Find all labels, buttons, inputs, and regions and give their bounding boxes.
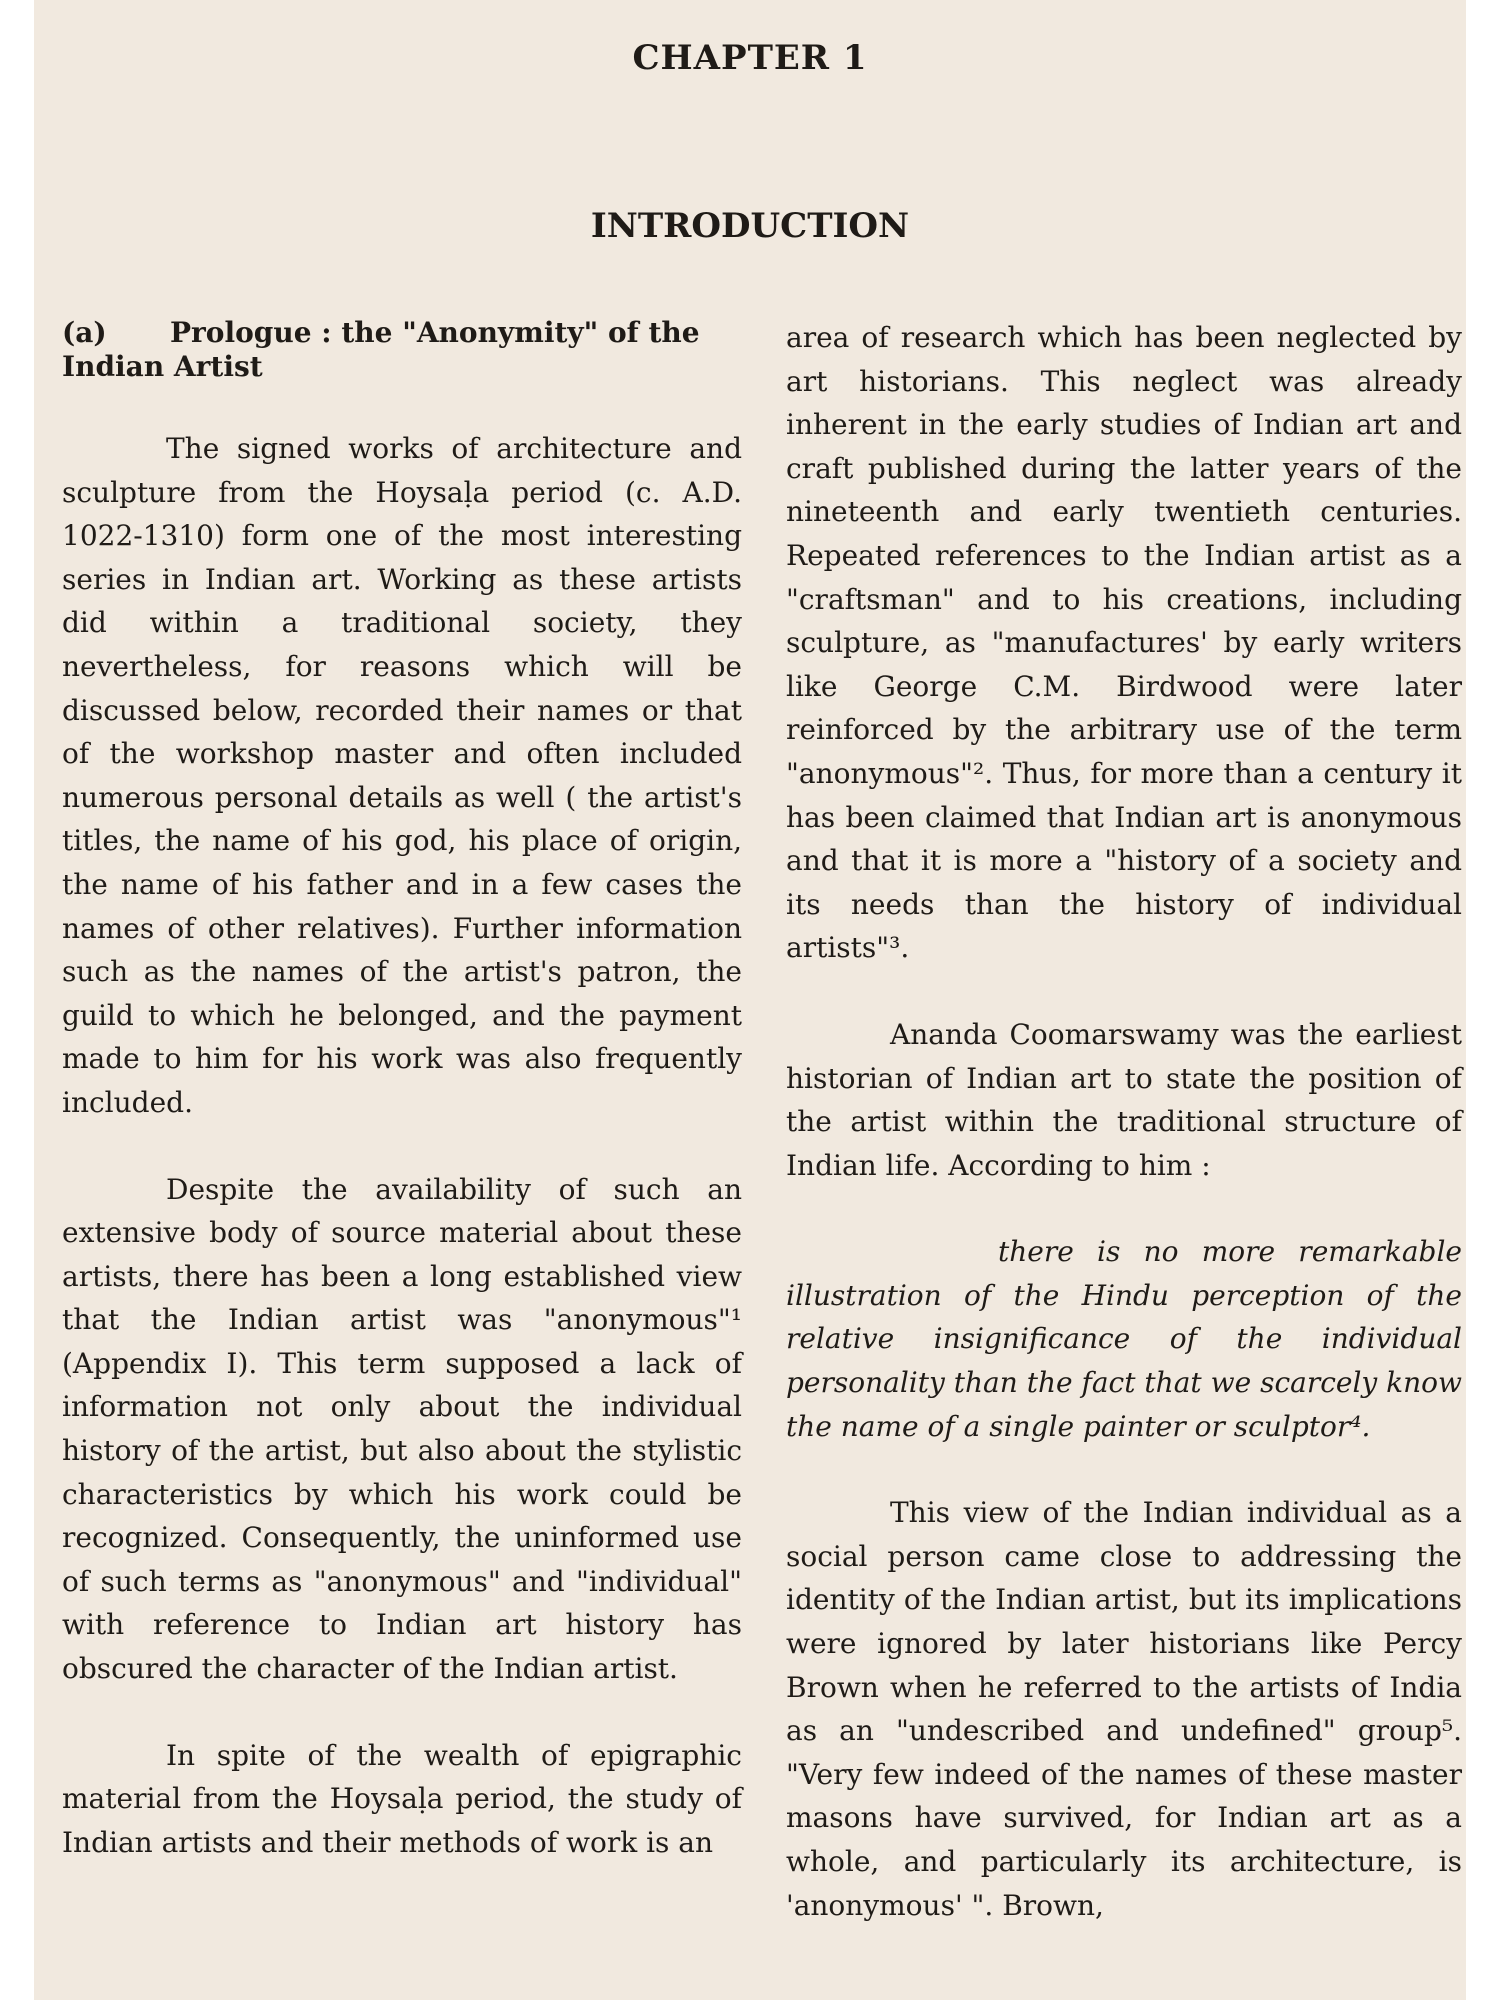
chapter-heading: CHAPTER 1 [632,38,868,78]
subsection-heading [62,316,742,384]
block-quote: there is no more remarkable illustration of the Hindu perception of the relative insignificance of the individual personality than the fact that we scarcely know the name of a single painter or sculptor⁴. [786,1235,1462,1443]
left-column [62,316,742,1907]
document-page [34,0,1466,2000]
paragraph: In spite of the wealth of epigraphic material from the Hoysaḷa period, the study of Indian artists and their methods of work is an [62,1738,742,1859]
paragraph: area of research which has been neglected by art historians. This neglect was already inherent in the early studies of Indian art and craft published during the latter years of the nineteenth and early twentieth centuries. Repeated references to the Indian artist as a "craftsman" and to his creations, including sculpture, as "manufactures' by early writers like George C.M. Birdwood were later reinforced by the arbitrary use of the term "anonymous"². Thus, for more than a century it has been claimed that Indian art is anonymous and that it is more a "history of a society and its needs than the history of individual artists"³. [786,321,1462,965]
right-column [786,316,1462,1970]
subsection-title: Prologue : the "Anonymity" of the Indian Artist [62,316,700,383]
subsection-number: (a) [62,316,107,349]
paragraph: This view of the Indian individual as a social person came close to addressing the identity of the Indian artist, but its implications were ignored by later historians like Percy Brown when he referred to the artists of India as an "undescribed and undefined" group⁵. "Very few indeed of the names of these master masons have survived, for Indian art as a whole, and particularly its architecture, is 'anonymous' ". Brown, [786,1496,1462,1922]
section-title: INTRODUCTION [590,206,910,246]
paragraph: Ananda Coomarswamy was the earliest historian of Indian art to state the position of the artist within the traditional structure of Indian life. According to him : [786,1017,1462,1182]
paragraph: Despite the availability of such an extensive body of source material about these artists, there has been a long established view that the Indian artist was "anonymous"¹ (Appendix I). This term supposed a lack of information not only about the individual history of the artist, but also about the stylistic characteristics by which his work could be recognized. Consequently, the uninformed use of such terms as "anonymous" and "individual" with reference to Indian art history has obscured the character of the Indian artist. [62,1172,742,1686]
paragraph: The signed works of architecture and sculpture from the Hoysaḷa period (c. A.D. 1022-1310) form one of the most interesting series in Indian art. Working as these artists did within a traditional society, they nevertheless, for reasons which will be discussed below, recorded their names or that of the workshop master and often included numerous personal details as well ( the artist's titles, the name of his god, his place of origin, the name of his father and in a few cases the names of other relatives). Further information such as the names of the artist's patron, the guild to which he belonged, and the payment made to him for his work was also frequently included. [62,432,742,1119]
